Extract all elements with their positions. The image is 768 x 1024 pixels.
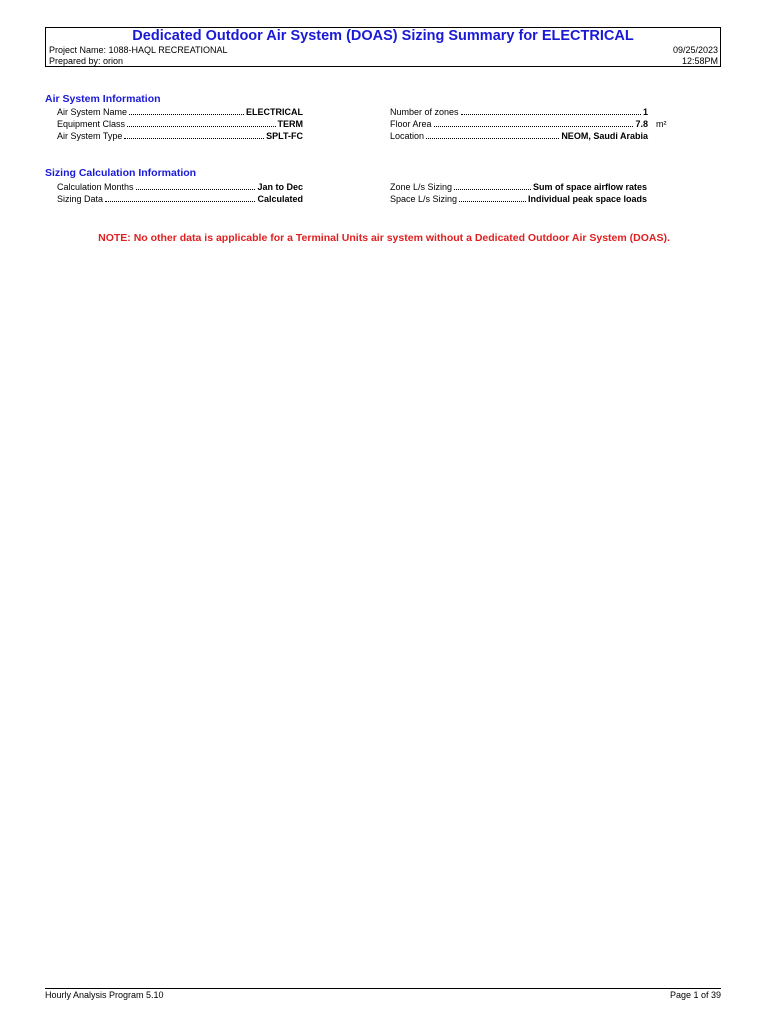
leader-dots bbox=[434, 119, 634, 127]
field-label: Floor Area bbox=[390, 119, 432, 129]
footer-divider bbox=[45, 988, 721, 989]
field-label: Number of zones bbox=[390, 107, 459, 117]
field-label: Air System Type bbox=[57, 131, 123, 141]
report-date: 09/25/2023 bbox=[672, 45, 718, 55]
floor-area-row bbox=[390, 119, 670, 130]
leader-dots bbox=[459, 194, 526, 202]
field-label: Space L/s Sizing bbox=[390, 194, 458, 204]
project-name: Project Name: 1088-HAQL RECREATIONAL bbox=[49, 45, 228, 55]
zone-ls-sizing-row bbox=[390, 182, 647, 193]
field-unit: m² bbox=[656, 119, 667, 129]
prepared-by: Prepared by: orion bbox=[49, 56, 124, 66]
leader-dots bbox=[124, 131, 264, 139]
field-value: Individual peak space loads bbox=[527, 194, 647, 204]
space-ls-sizing-row bbox=[390, 194, 647, 205]
leader-dots bbox=[454, 182, 531, 190]
field-value: Jan to Dec bbox=[257, 182, 303, 192]
report-header bbox=[45, 27, 721, 67]
leader-dots bbox=[461, 107, 641, 115]
field-value: TERM bbox=[277, 119, 303, 129]
field-value: Calculated bbox=[257, 194, 303, 204]
report-title: Dedicated Outdoor Air System (DOAS) Sizing Summary for ELECTRICAL bbox=[132, 28, 634, 44]
field-value: 7.8 bbox=[635, 119, 648, 129]
leader-dots bbox=[127, 119, 275, 127]
leader-dots bbox=[426, 131, 559, 139]
equipment-class-row bbox=[57, 119, 303, 130]
page-number: Page 1 of 39 bbox=[669, 990, 721, 1000]
number-of-zones-row bbox=[390, 107, 670, 118]
field-value: SPLT-FC bbox=[266, 131, 303, 141]
location-row bbox=[390, 131, 670, 142]
report-time: 12:58PM bbox=[681, 56, 718, 66]
sizing-heading: Sizing Calculation Information bbox=[45, 167, 197, 179]
field-label: Equipment Class bbox=[57, 119, 126, 129]
program-name: Hourly Analysis Program 5.10 bbox=[45, 990, 164, 1000]
field-label: Sizing Data bbox=[57, 194, 104, 204]
air-system-heading: Air System Information bbox=[45, 93, 161, 105]
sizing-data-row bbox=[57, 194, 303, 205]
field-value: NEOM, Saudi Arabia bbox=[561, 131, 648, 141]
air-system-name-row bbox=[57, 107, 303, 118]
leader-dots bbox=[105, 194, 255, 202]
field-label: Location bbox=[390, 131, 425, 141]
field-label: Zone L/s Sizing bbox=[390, 182, 453, 192]
field-value: 1 bbox=[642, 107, 648, 117]
field-label: Air System Name bbox=[57, 107, 128, 117]
doas-note: NOTE: No other data is applicable for a Terminal Units air system without a Dedicated Outdoor Air System (DOAS). bbox=[98, 232, 670, 244]
air-system-type-row bbox=[57, 131, 303, 142]
field-label: Calculation Months bbox=[57, 182, 134, 192]
leader-dots bbox=[136, 182, 256, 190]
field-value: Sum of space airflow rates bbox=[532, 182, 647, 192]
field-value: ELECTRICAL bbox=[246, 107, 303, 117]
leader-dots bbox=[129, 107, 244, 115]
calculation-months-row bbox=[57, 182, 303, 193]
